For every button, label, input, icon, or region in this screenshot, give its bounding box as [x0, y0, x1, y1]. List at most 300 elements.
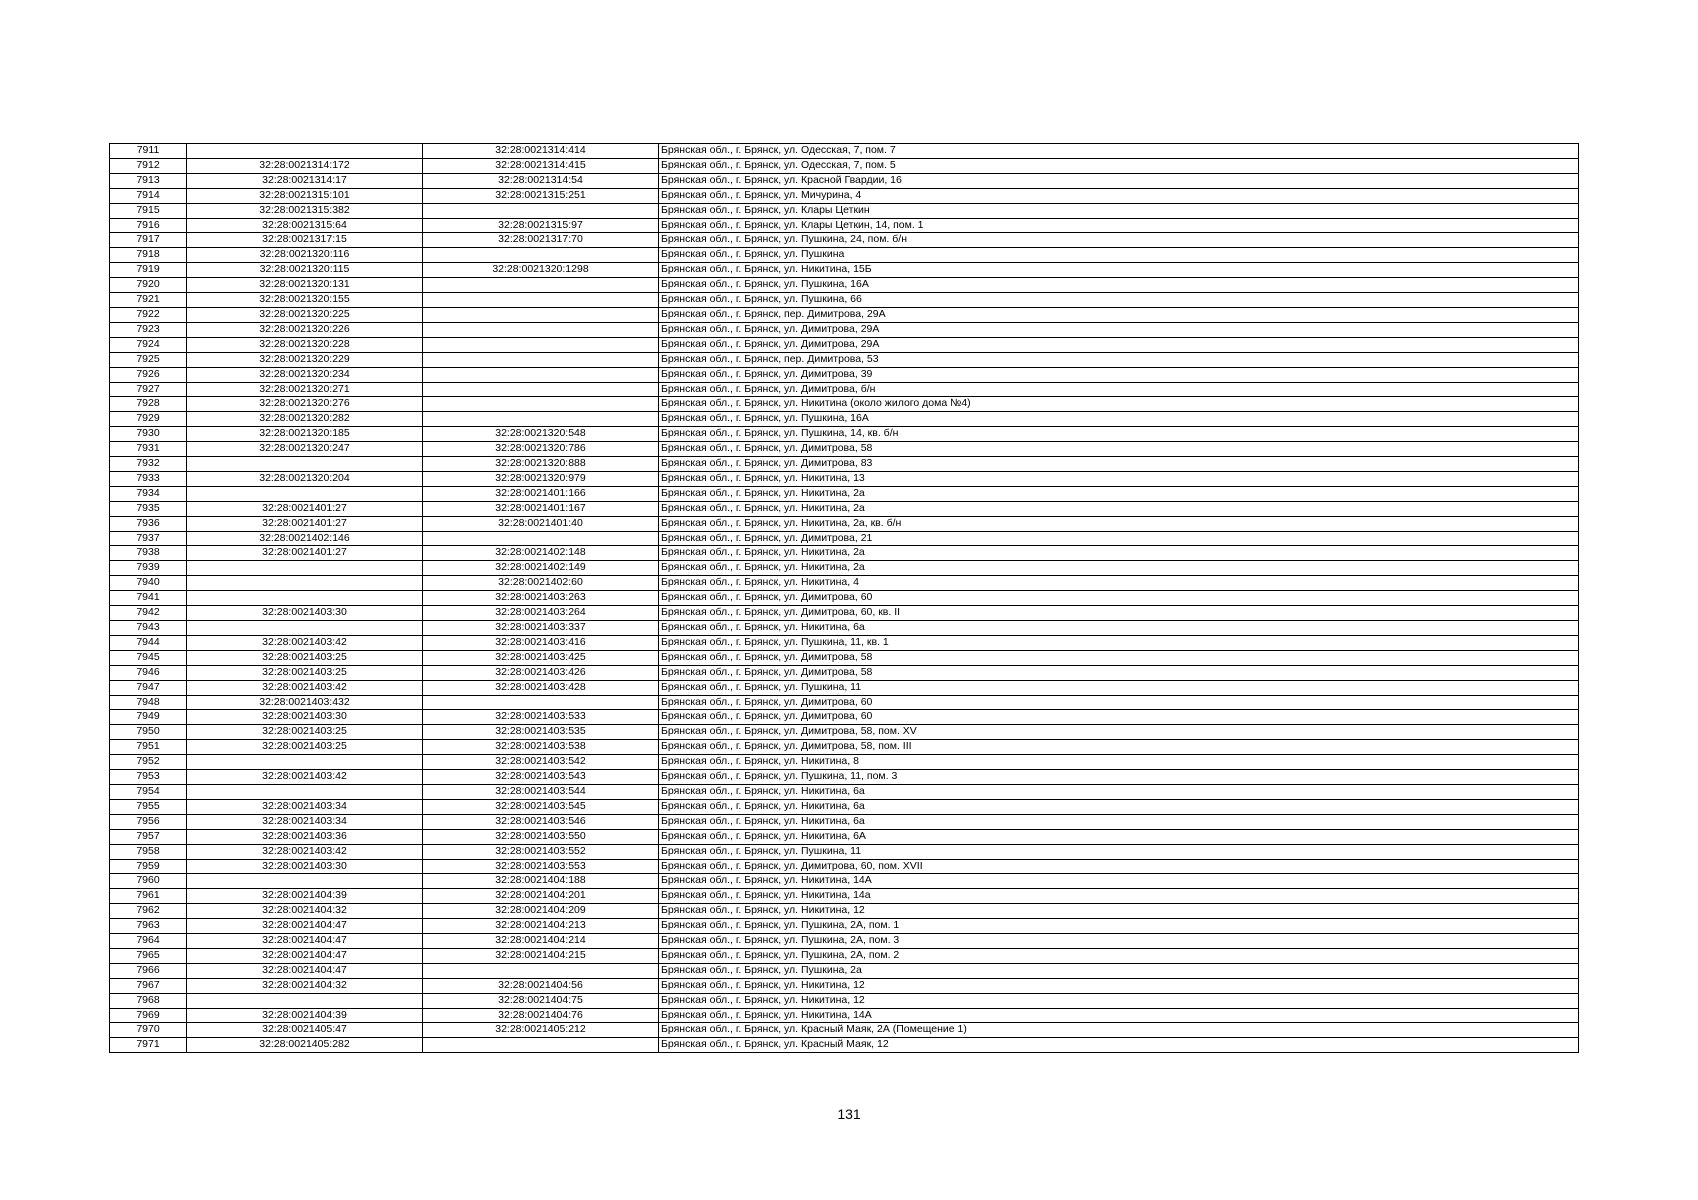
row-number-cell: 7932: [110, 457, 187, 472]
object-number-cell: 32:28:0021320:979: [423, 471, 659, 486]
row-number-cell: 7918: [110, 248, 187, 263]
object-number-cell: 32:28:0021403:544: [423, 784, 659, 799]
parcel-number-cell: 32:28:0021403:25: [187, 665, 423, 680]
row-number-cell: 7950: [110, 725, 187, 740]
object-number-cell: 32:28:0021404:76: [423, 1008, 659, 1023]
parcel-number-cell: 32:28:0021403:30: [187, 606, 423, 621]
address-cell: Брянская обл., г. Брянск, ул. Пушкина, 11, пом. 3: [659, 770, 1579, 785]
parcel-number-cell: 32:28:0021320:234: [187, 367, 423, 382]
parcel-number-cell: [187, 576, 423, 591]
row-number-cell: 7958: [110, 844, 187, 859]
row-number-cell: 7957: [110, 829, 187, 844]
object-number-cell: 32:28:0021404:75: [423, 993, 659, 1008]
object-number-cell: [423, 203, 659, 218]
parcel-number-cell: 32:28:0021404:32: [187, 978, 423, 993]
table-row: [110, 710, 1579, 725]
table-row: [110, 173, 1579, 188]
row-number-cell: 7929: [110, 412, 187, 427]
row-number-cell: 7937: [110, 531, 187, 546]
address-cell: Брянская обл., г. Брянск, ул. Димитрова, 58: [659, 650, 1579, 665]
address-cell: Брянская обл., г. Брянск, ул. Никитина, 4: [659, 576, 1579, 591]
object-number-cell: 32:28:0021314:54: [423, 173, 659, 188]
row-number-cell: 7952: [110, 755, 187, 770]
parcel-number-cell: 32:28:0021317:15: [187, 233, 423, 248]
row-number-cell: 7942: [110, 606, 187, 621]
parcel-number-cell: [187, 457, 423, 472]
address-cell: Брянская обл., г. Брянск, ул. Димитрова, 60: [659, 695, 1579, 710]
table-row: [110, 1023, 1579, 1038]
table-row: [110, 1008, 1579, 1023]
object-number-cell: 32:28:0021403:546: [423, 814, 659, 829]
address-cell: Брянская обл., г. Брянск, ул. Димитрова, 60: [659, 591, 1579, 606]
row-number-cell: 7916: [110, 218, 187, 233]
object-number-cell: 32:28:0021403:263: [423, 591, 659, 606]
table-row: [110, 248, 1579, 263]
address-cell: Брянская обл., г. Брянск, ул. Одесская, 7, пом. 7: [659, 144, 1579, 159]
parcel-number-cell: [187, 874, 423, 889]
object-number-cell: 32:28:0021403:416: [423, 635, 659, 650]
registry-table: [109, 143, 1579, 1053]
table-row: [110, 859, 1579, 874]
address-cell: Брянская обл., г. Брянск, ул. Никитина, 6а: [659, 814, 1579, 829]
table-row: [110, 501, 1579, 516]
parcel-number-cell: 32:28:0021403:30: [187, 859, 423, 874]
table-row: [110, 770, 1579, 785]
object-number-cell: 32:28:0021404:214: [423, 934, 659, 949]
row-number-cell: 7953: [110, 770, 187, 785]
parcel-number-cell: 32:28:0021320:271: [187, 382, 423, 397]
object-number-cell: 32:28:0021402:148: [423, 546, 659, 561]
object-number-cell: 32:28:0021403:543: [423, 770, 659, 785]
object-number-cell: 32:28:0021404:188: [423, 874, 659, 889]
object-number-cell: 32:28:0021403:425: [423, 650, 659, 665]
address-cell: Брянская обл., г. Брянск, ул. Пушкина: [659, 248, 1579, 263]
table-row: [110, 158, 1579, 173]
object-number-cell: [423, 248, 659, 263]
table-row: [110, 591, 1579, 606]
row-number-cell: 7943: [110, 621, 187, 636]
object-number-cell: 32:28:0021403:553: [423, 859, 659, 874]
parcel-number-cell: 32:28:0021403:25: [187, 725, 423, 740]
address-cell: Брянская обл., г. Брянск, ул. Димитрова, б/н: [659, 382, 1579, 397]
object-number-cell: 32:28:0021315:97: [423, 218, 659, 233]
object-number-cell: 32:28:0021403:545: [423, 799, 659, 814]
row-number-cell: 7928: [110, 397, 187, 412]
object-number-cell: [423, 531, 659, 546]
address-cell: Брянская обл., г. Брянск, ул. Пушкина, 14, кв. б/н: [659, 427, 1579, 442]
object-number-cell: 32:28:0021317:70: [423, 233, 659, 248]
object-number-cell: 32:28:0021320:786: [423, 442, 659, 457]
parcel-number-cell: 32:28:0021320:229: [187, 352, 423, 367]
parcel-number-cell: [187, 755, 423, 770]
table-row: [110, 680, 1579, 695]
parcel-number-cell: 32:28:0021404:47: [187, 948, 423, 963]
table-row: [110, 963, 1579, 978]
address-cell: Брянская обл., г. Брянск, ул. Пушкина, 11: [659, 680, 1579, 695]
parcel-number-cell: 32:28:0021320:204: [187, 471, 423, 486]
row-number-cell: 7911: [110, 144, 187, 159]
table-row: [110, 531, 1579, 546]
parcel-number-cell: 32:28:0021314:17: [187, 173, 423, 188]
row-number-cell: 7959: [110, 859, 187, 874]
row-number-cell: 7965: [110, 948, 187, 963]
parcel-number-cell: 32:28:0021401:27: [187, 516, 423, 531]
address-cell: Брянская обл., г. Брянск, ул. Пушкина, 66: [659, 293, 1579, 308]
row-number-cell: 7944: [110, 635, 187, 650]
address-cell: Брянская обл., г. Брянск, ул. Димитрова, 29А: [659, 337, 1579, 352]
object-number-cell: 32:28:0021402:149: [423, 561, 659, 576]
row-number-cell: 7922: [110, 307, 187, 322]
object-number-cell: 32:28:0021405:212: [423, 1023, 659, 1038]
parcel-number-cell: 32:28:0021404:32: [187, 904, 423, 919]
address-cell: Брянская обл., г. Брянск, ул. Димитрова, 60, пом. XVII: [659, 859, 1579, 874]
row-number-cell: 7956: [110, 814, 187, 829]
row-number-cell: 7954: [110, 784, 187, 799]
table-row: [110, 576, 1579, 591]
object-number-cell: [423, 382, 659, 397]
row-number-cell: 7914: [110, 188, 187, 203]
table-row: [110, 352, 1579, 367]
object-number-cell: [423, 963, 659, 978]
table-row: [110, 188, 1579, 203]
address-cell: Брянская обл., г. Брянск, ул. Никитина, 6а: [659, 799, 1579, 814]
parcel-number-cell: 32:28:0021404:47: [187, 963, 423, 978]
address-cell: Брянская обл., г. Брянск, ул. Красной Гвардии, 16: [659, 173, 1579, 188]
parcel-number-cell: 32:28:0021320:276: [187, 397, 423, 412]
table-row: [110, 516, 1579, 531]
object-number-cell: 32:28:0021403:542: [423, 755, 659, 770]
address-cell: Брянская обл., г. Брянск, ул. Одесская, 7, пом. 5: [659, 158, 1579, 173]
object-number-cell: [423, 352, 659, 367]
table-row: [110, 1038, 1579, 1053]
table-row: [110, 382, 1579, 397]
address-cell: Брянская обл., г. Брянск, ул. Пушкина, 11, кв. 1: [659, 635, 1579, 650]
address-cell: Брянская обл., г. Брянск, ул. Димитрова, 83: [659, 457, 1579, 472]
object-number-cell: 32:28:0021403:428: [423, 680, 659, 695]
table-row: [110, 457, 1579, 472]
table-row: [110, 635, 1579, 650]
address-cell: Брянская обл., г. Брянск, ул. Димитрова, 58: [659, 665, 1579, 680]
parcel-number-cell: 32:28:0021403:30: [187, 710, 423, 725]
object-number-cell: [423, 412, 659, 427]
table-row: [110, 978, 1579, 993]
object-number-cell: 32:28:0021403:535: [423, 725, 659, 740]
parcel-number-cell: 32:28:0021403:36: [187, 829, 423, 844]
parcel-number-cell: 32:28:0021320:282: [187, 412, 423, 427]
parcel-number-cell: 32:28:0021320:155: [187, 293, 423, 308]
table-row: [110, 546, 1579, 561]
parcel-number-cell: 32:28:0021320:228: [187, 337, 423, 352]
address-cell: Брянская обл., г. Брянск, ул. Красный Маяк, 12: [659, 1038, 1579, 1053]
parcel-number-cell: [187, 591, 423, 606]
table-row: [110, 874, 1579, 889]
table-row: [110, 278, 1579, 293]
address-cell: Брянская обл., г. Брянск, ул. Димитрова, 21: [659, 531, 1579, 546]
object-number-cell: 32:28:0021314:415: [423, 158, 659, 173]
parcel-number-cell: 32:28:0021404:39: [187, 889, 423, 904]
object-number-cell: [423, 337, 659, 352]
table-row: [110, 740, 1579, 755]
address-cell: Брянская обл., г. Брянск, пер. Димитрова, 53: [659, 352, 1579, 367]
address-cell: Брянская обл., г. Брянск, ул. Димитрова, 58, пом. III: [659, 740, 1579, 755]
address-cell: Брянская обл., г. Брянск, ул. Никитина, 12: [659, 904, 1579, 919]
address-cell: Брянская обл., г. Брянск, ул. Димитрова, 58, пом. XV: [659, 725, 1579, 740]
object-number-cell: [423, 322, 659, 337]
object-number-cell: [423, 367, 659, 382]
object-number-cell: [423, 695, 659, 710]
table-row: [110, 233, 1579, 248]
address-cell: Брянская обл., г. Брянск, ул. Никитина, 2а: [659, 486, 1579, 501]
parcel-number-cell: 32:28:0021315:64: [187, 218, 423, 233]
address-cell: Брянская обл., г. Брянск, ул. Димитрова, 60, кв. II: [659, 606, 1579, 621]
table-row: [110, 650, 1579, 665]
row-number-cell: 7933: [110, 471, 187, 486]
row-number-cell: 7923: [110, 322, 187, 337]
address-cell: Брянская обл., г. Брянск, ул. Никитина (около жилого дома №4): [659, 397, 1579, 412]
table-row: [110, 337, 1579, 352]
address-cell: Брянская обл., г. Брянск, ул. Никитина, 8: [659, 755, 1579, 770]
table-row: [110, 993, 1579, 1008]
parcel-number-cell: 32:28:0021403:42: [187, 844, 423, 859]
address-cell: Брянская обл., г. Брянск, ул. Димитрова, 39: [659, 367, 1579, 382]
address-cell: Брянская обл., г. Брянск, ул. Никитина, 13: [659, 471, 1579, 486]
table-row: [110, 829, 1579, 844]
object-number-cell: 32:28:0021401:167: [423, 501, 659, 516]
row-number-cell: 7960: [110, 874, 187, 889]
parcel-number-cell: 32:28:0021320:247: [187, 442, 423, 457]
address-cell: Брянская обл., г. Брянск, ул. Пушкина, 2А, пом. 2: [659, 948, 1579, 963]
address-cell: Брянская обл., г. Брянск, ул. Пушкина, 16А: [659, 412, 1579, 427]
row-number-cell: 7936: [110, 516, 187, 531]
parcel-number-cell: [187, 486, 423, 501]
table-row: [110, 442, 1579, 457]
parcel-number-cell: 32:28:0021320:185: [187, 427, 423, 442]
row-number-cell: 7961: [110, 889, 187, 904]
address-cell: Брянская обл., г. Брянск, ул. Никитина, 2а: [659, 561, 1579, 576]
row-number-cell: 7955: [110, 799, 187, 814]
row-number-cell: 7966: [110, 963, 187, 978]
address-cell: Брянская обл., г. Брянск, ул. Никитина, 15Б: [659, 263, 1579, 278]
row-number-cell: 7917: [110, 233, 187, 248]
address-cell: Брянская обл., г. Брянск, ул. Пушкина, 2А, пом. 1: [659, 919, 1579, 934]
row-number-cell: 7940: [110, 576, 187, 591]
object-number-cell: 32:28:0021403:426: [423, 665, 659, 680]
parcel-number-cell: 32:28:0021403:42: [187, 680, 423, 695]
row-number-cell: 7945: [110, 650, 187, 665]
parcel-number-cell: 32:28:0021320:225: [187, 307, 423, 322]
object-number-cell: 32:28:0021403:538: [423, 740, 659, 755]
parcel-number-cell: 32:28:0021401:27: [187, 546, 423, 561]
address-cell: Брянская обл., г. Брянск, ул. Димитрова, 29А: [659, 322, 1579, 337]
registry-table-body: [110, 144, 1579, 1053]
object-number-cell: 32:28:0021404:209: [423, 904, 659, 919]
row-number-cell: 7938: [110, 546, 187, 561]
parcel-number-cell: [187, 621, 423, 636]
row-number-cell: 7913: [110, 173, 187, 188]
parcel-number-cell: 32:28:0021320:116: [187, 248, 423, 263]
address-cell: Брянская обл., г. Брянск, ул. Пушкина, 16А: [659, 278, 1579, 293]
address-cell: Брянская обл., г. Брянск, ул. Клары Цеткин, 14, пом. 1: [659, 218, 1579, 233]
row-number-cell: 7930: [110, 427, 187, 442]
address-cell: Брянская обл., г. Брянск, ул. Никитина, 12: [659, 993, 1579, 1008]
row-number-cell: 7925: [110, 352, 187, 367]
object-number-cell: 32:28:0021320:888: [423, 457, 659, 472]
address-cell: Брянская обл., г. Брянск, ул. Клары Цеткин: [659, 203, 1579, 218]
table-row: [110, 263, 1579, 278]
parcel-number-cell: 32:28:0021315:101: [187, 188, 423, 203]
row-number-cell: 7963: [110, 919, 187, 934]
address-cell: Брянская обл., г. Брянск, ул. Пушкина, 24, пом. б/н: [659, 233, 1579, 248]
address-cell: Брянская обл., г. Брянск, ул. Красный Маяк, 2А (Помещение 1): [659, 1023, 1579, 1038]
address-cell: Брянская обл., г. Брянск, ул. Никитина, 14А: [659, 874, 1579, 889]
table-row: [110, 322, 1579, 337]
address-cell: Брянская обл., г. Брянск, ул. Никитина, 6а: [659, 621, 1579, 636]
row-number-cell: 7934: [110, 486, 187, 501]
parcel-number-cell: 32:28:0021404:47: [187, 919, 423, 934]
object-number-cell: 32:28:0021404:213: [423, 919, 659, 934]
object-number-cell: 32:28:0021403:550: [423, 829, 659, 844]
row-number-cell: 7949: [110, 710, 187, 725]
page-number: 131: [837, 1106, 861, 1122]
object-number-cell: 32:28:0021404:201: [423, 889, 659, 904]
parcel-number-cell: 32:28:0021403:432: [187, 695, 423, 710]
object-number-cell: 32:28:0021404:215: [423, 948, 659, 963]
table-row: [110, 397, 1579, 412]
parcel-number-cell: 32:28:0021405:47: [187, 1023, 423, 1038]
address-cell: Брянская обл., г. Брянск, ул. Пушкина, 2а: [659, 963, 1579, 978]
object-number-cell: [423, 1038, 659, 1053]
address-cell: Брянская обл., г. Брянск, пер. Димитрова, 29А: [659, 307, 1579, 322]
row-number-cell: 7968: [110, 993, 187, 1008]
row-number-cell: 7970: [110, 1023, 187, 1038]
row-number-cell: 7924: [110, 337, 187, 352]
parcel-number-cell: 32:28:0021405:282: [187, 1038, 423, 1053]
address-cell: Брянская обл., г. Брянск, ул. Мичурина, 4: [659, 188, 1579, 203]
row-number-cell: 7931: [110, 442, 187, 457]
object-number-cell: 32:28:0021314:414: [423, 144, 659, 159]
address-cell: Брянская обл., г. Брянск, ул. Никитина, 6А: [659, 829, 1579, 844]
object-number-cell: [423, 278, 659, 293]
address-cell: Брянская обл., г. Брянск, ул. Пушкина, 11: [659, 844, 1579, 859]
table-row: [110, 293, 1579, 308]
row-number-cell: 7921: [110, 293, 187, 308]
parcel-number-cell: 32:28:0021315:382: [187, 203, 423, 218]
parcel-number-cell: 32:28:0021404:39: [187, 1008, 423, 1023]
table-row: [110, 904, 1579, 919]
table-row: [110, 471, 1579, 486]
parcel-number-cell: 32:28:0021320:131: [187, 278, 423, 293]
row-number-cell: 7948: [110, 695, 187, 710]
table-row: [110, 844, 1579, 859]
table-row: [110, 814, 1579, 829]
object-number-cell: [423, 397, 659, 412]
parcel-number-cell: [187, 144, 423, 159]
parcel-number-cell: [187, 993, 423, 1008]
address-cell: Брянская обл., г. Брянск, ул. Никитина, 2а: [659, 501, 1579, 516]
table-row: [110, 606, 1579, 621]
table-row: [110, 486, 1579, 501]
object-number-cell: 32:28:0021403:264: [423, 606, 659, 621]
row-number-cell: 7927: [110, 382, 187, 397]
parcel-number-cell: 32:28:0021403:42: [187, 635, 423, 650]
row-number-cell: 7912: [110, 158, 187, 173]
parcel-number-cell: 32:28:0021320:226: [187, 322, 423, 337]
table-row: [110, 412, 1579, 427]
table-row: [110, 919, 1579, 934]
row-number-cell: 7946: [110, 665, 187, 680]
table-row: [110, 367, 1579, 382]
address-cell: Брянская обл., г. Брянск, ул. Никитина, 12: [659, 978, 1579, 993]
row-number-cell: 7926: [110, 367, 187, 382]
row-number-cell: 7967: [110, 978, 187, 993]
row-number-cell: 7941: [110, 591, 187, 606]
table-row: [110, 427, 1579, 442]
row-number-cell: 7919: [110, 263, 187, 278]
table-row: [110, 889, 1579, 904]
object-number-cell: 32:28:0021402:60: [423, 576, 659, 591]
object-number-cell: 32:28:0021401:166: [423, 486, 659, 501]
row-number-cell: 7939: [110, 561, 187, 576]
row-number-cell: 7947: [110, 680, 187, 695]
address-cell: Брянская обл., г. Брянск, ул. Никитина, 2а: [659, 546, 1579, 561]
row-number-cell: 7915: [110, 203, 187, 218]
table-row: [110, 695, 1579, 710]
address-cell: Брянская обл., г. Брянск, ул. Никитина, 6а: [659, 784, 1579, 799]
object-number-cell: [423, 293, 659, 308]
row-number-cell: 7962: [110, 904, 187, 919]
table-row: [110, 665, 1579, 680]
parcel-number-cell: 32:28:0021402:146: [187, 531, 423, 546]
table-row: [110, 561, 1579, 576]
row-number-cell: 7935: [110, 501, 187, 516]
parcel-number-cell: 32:28:0021320:115: [187, 263, 423, 278]
table-row: [110, 784, 1579, 799]
address-cell: Брянская обл., г. Брянск, ул. Димитрова, 60: [659, 710, 1579, 725]
object-number-cell: 32:28:0021320:548: [423, 427, 659, 442]
address-cell: Брянская обл., г. Брянск, ул. Никитина, 14а: [659, 889, 1579, 904]
row-number-cell: 7951: [110, 740, 187, 755]
table-row: [110, 755, 1579, 770]
table-row: [110, 948, 1579, 963]
parcel-number-cell: 32:28:0021314:172: [187, 158, 423, 173]
object-number-cell: 32:28:0021403:337: [423, 621, 659, 636]
table-row: [110, 934, 1579, 949]
parcel-number-cell: [187, 561, 423, 576]
object-number-cell: [423, 307, 659, 322]
table-row: [110, 621, 1579, 636]
row-number-cell: 7920: [110, 278, 187, 293]
object-number-cell: 32:28:0021315:251: [423, 188, 659, 203]
table-row: [110, 144, 1579, 159]
address-cell: Брянская обл., г. Брянск, ул. Никитина, 2а, кв. б/н: [659, 516, 1579, 531]
address-cell: Брянская обл., г. Брянск, ул. Пушкина, 2А, пом. 3: [659, 934, 1579, 949]
object-number-cell: 32:28:0021401:40: [423, 516, 659, 531]
row-number-cell: 7964: [110, 934, 187, 949]
object-number-cell: 32:28:0021403:533: [423, 710, 659, 725]
parcel-number-cell: [187, 784, 423, 799]
object-number-cell: 32:28:0021320:1298: [423, 263, 659, 278]
object-number-cell: 32:28:0021403:552: [423, 844, 659, 859]
row-number-cell: 7971: [110, 1038, 187, 1053]
object-number-cell: 32:28:0021404:56: [423, 978, 659, 993]
parcel-number-cell: 32:28:0021404:47: [187, 934, 423, 949]
parcel-number-cell: 32:28:0021403:25: [187, 740, 423, 755]
parcel-number-cell: 32:28:0021403:42: [187, 770, 423, 785]
table-row: [110, 307, 1579, 322]
address-cell: Брянская обл., г. Брянск, ул. Димитрова, 58: [659, 442, 1579, 457]
parcel-number-cell: 32:28:0021403:34: [187, 814, 423, 829]
row-number-cell: 7969: [110, 1008, 187, 1023]
